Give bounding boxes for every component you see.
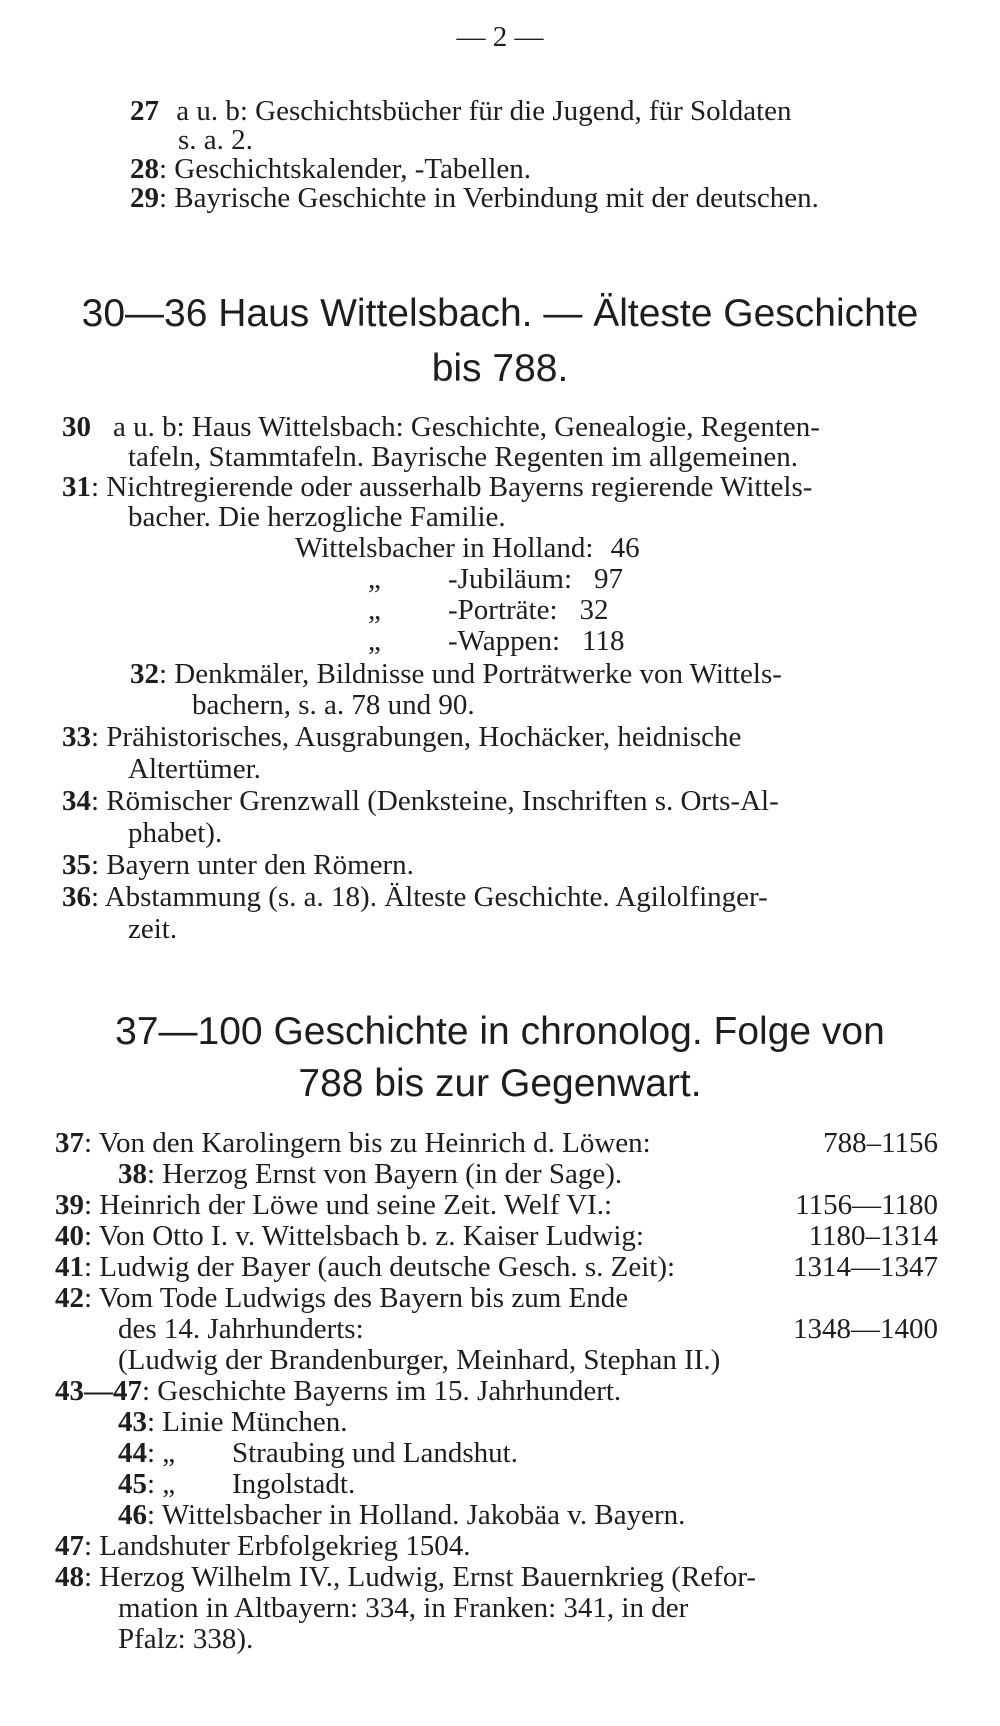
entry-number: 48 [55,1561,84,1593]
ditto-mark: „ [368,563,381,595]
entry-31 [62,470,1000,504]
entry-40 [55,1219,938,1253]
entry-number: 39 [55,1189,84,1221]
entry-29 [130,181,1000,215]
holland-portraete-row [368,593,1000,627]
entry-text: : Bayern unter den Römern. [91,849,414,881]
entry-number: 37 [55,1127,84,1159]
section-heading-30-36-cont: bis 788. [431,347,569,390]
entry-text: : Römischer Grenzwall (Denksteine, Inschriften s. Orts-Al- [91,785,779,817]
holland-row [295,531,1000,565]
entry-text: : Wittelsbacher in Holland. Jakobäa v. Bayern. [147,1499,686,1531]
entry-45 [118,1467,1000,1501]
ditto-mark: : „ [147,1468,176,1500]
entry-number: 32 [130,658,159,690]
entry-42-cont [118,1312,938,1346]
entry-47 [55,1529,1000,1563]
section-heading-30-36: 30—36 Haus Wittelsbach. — Älteste Geschichte [81,292,919,335]
entry-number: 28 [130,153,159,185]
entry-number: 43—47 [55,1375,142,1407]
holland-label: Wittelsbacher in Holland: [295,532,594,564]
entry-37 [55,1126,938,1160]
entry-number: 43 [118,1406,147,1438]
entry-text: : Denkmäler, Bildnisse und Porträtwerke von Wittels- [159,658,782,690]
date-range: 1348—1400 [793,1313,938,1345]
entry-31-cont: bacher. Die herzogliche Familie. [128,501,506,533]
entry-number: 31 [62,471,91,503]
entry-44 [118,1436,1000,1470]
entry-34-cont: phabet). [128,817,223,849]
entry-number: 42 [55,1282,84,1314]
date-range: 788–1156 [823,1127,938,1159]
entry-text: : Abstammung (s. a. 18). Älteste Geschichte. Agilolfinger- [91,881,768,913]
entry-number: 34 [62,785,91,817]
entry-text: des 14. Jahrhunderts: [118,1313,364,1345]
holland-label: -Wappen: [448,625,561,657]
holland-page: 97 [594,563,624,595]
entry-39 [55,1188,938,1222]
entry-number: 46 [118,1499,147,1531]
section-heading-37-100: 37—100 Geschichte in chronolog. Folge von [115,1010,885,1053]
entry-number: 29 [130,182,159,214]
entry-number: 47 [55,1530,84,1562]
entry-text: : Herzog Wilhelm IV., Ludwig, Ernst Bauernkrieg (Refor- [84,1561,757,1593]
entry-number: 40 [55,1220,84,1252]
entry-text: : Geschichte Bayerns im 15. Jahrhundert. [142,1375,622,1407]
entry-32 [130,657,1000,691]
entry-38 [118,1157,1000,1191]
entry-text: : Landshuter Erbfolgekrieg 1504. [84,1530,471,1562]
entry-42-note: (Ludwig der Brandenburger, Meinhard, Stephan II.) [118,1344,721,1376]
entry-34 [62,784,1000,818]
entry-text: : Linie München. [147,1406,348,1438]
ditto-mark: „ [368,594,381,626]
entry-33-cont: Altertümer. [128,753,261,785]
entry-48-cont: mation in Altbayern: 334, in Franken: 341, in der [118,1592,689,1624]
entry-text: Straubing und Landshut. [232,1437,518,1469]
holland-label: -Jubiläum: [448,563,573,595]
entry-48-cont-2: Pfalz: 338). [118,1623,254,1655]
entry-text: : Von Otto I. v. Wittelsbach b. z. Kaiser Ludwig: [84,1220,644,1252]
ditto-mark: „ [368,625,381,657]
entry-text: : Ludwig der Bayer (auch deutsche Gesch. s. Zeit): [84,1251,676,1283]
entry-46 [118,1498,1000,1532]
entry-text: Ingolstadt. [232,1468,356,1500]
entry-number: 41 [55,1251,84,1283]
date-range: 1314—1347 [793,1251,938,1283]
entry-48 [55,1560,1000,1594]
entry-text: a u. b: Geschichtsbücher für die Jugend, für Soldaten [176,95,792,127]
entry-text: : Vom Tode Ludwigs des Bayern bis zum Ende [84,1282,629,1314]
entry-text: : Bayrische Geschichte in Verbindung mit der deutschen. [159,182,819,214]
entry-41 [55,1250,938,1284]
date-range: 1156—1180 [795,1189,938,1221]
holland-page: 32 [579,594,609,626]
holland-wappen-row [368,624,1000,658]
entry-43-47 [55,1374,1000,1408]
entry-27-cont: s. a. 2. [178,124,253,156]
entry-number: 35 [62,849,91,881]
entry-text: a u. b: Haus Wittelsbach: Geschichte, Genealogie, Regenten- [113,411,820,443]
entry-43 [118,1405,1000,1439]
page-number: — 2 — [456,21,544,53]
ditto-mark: : „ [147,1437,176,1469]
entry-text: : Heinrich der Löwe und seine Zeit. Welf VI.: [84,1189,613,1221]
date-range: 1180–1314 [808,1220,938,1252]
holland-page: 118 [582,625,625,657]
entry-30-cont: tafeln, Stammtafeln. Bayrische Regenten im allgemeinen. [128,441,799,473]
entry-30 [62,410,940,444]
section-heading-37-100-cont: 788 bis zur Gegenwart. [298,1062,702,1105]
entry-text: : Nichtregierende oder ausserhalb Bayerns regierende Wittels- [91,471,813,503]
entry-number: 30 [62,411,91,443]
entry-text: : Herzog Ernst von Bayern (in der Sage). [147,1158,623,1190]
entry-35 [62,848,1000,882]
holland-label: -Porträte: [448,594,558,626]
entry-number: 44 [118,1437,147,1469]
holland-jubilaeum-row [368,562,1000,596]
entry-42 [55,1281,1000,1315]
entry-text: : Von den Karolingern bis zu Heinrich d. Löwen: [84,1127,651,1159]
entry-36 [62,880,1000,914]
entry-36-cont: zeit. [128,913,178,945]
entry-32-cont: bachern, s. a. 78 und 90. [192,689,475,721]
entry-number: 36 [62,881,91,913]
entry-number: 38 [118,1158,147,1190]
holland-page: 46 [610,532,640,564]
entry-number: 27 [130,95,159,127]
entry-text: : Prähistorisches, Ausgrabungen, Hochäcker, heidnische [91,721,742,753]
entry-33 [62,720,1000,754]
entry-number: 33 [62,721,91,753]
entry-text: : Geschichtskalender, -Tabellen. [159,153,532,185]
entry-number: 45 [118,1468,147,1500]
